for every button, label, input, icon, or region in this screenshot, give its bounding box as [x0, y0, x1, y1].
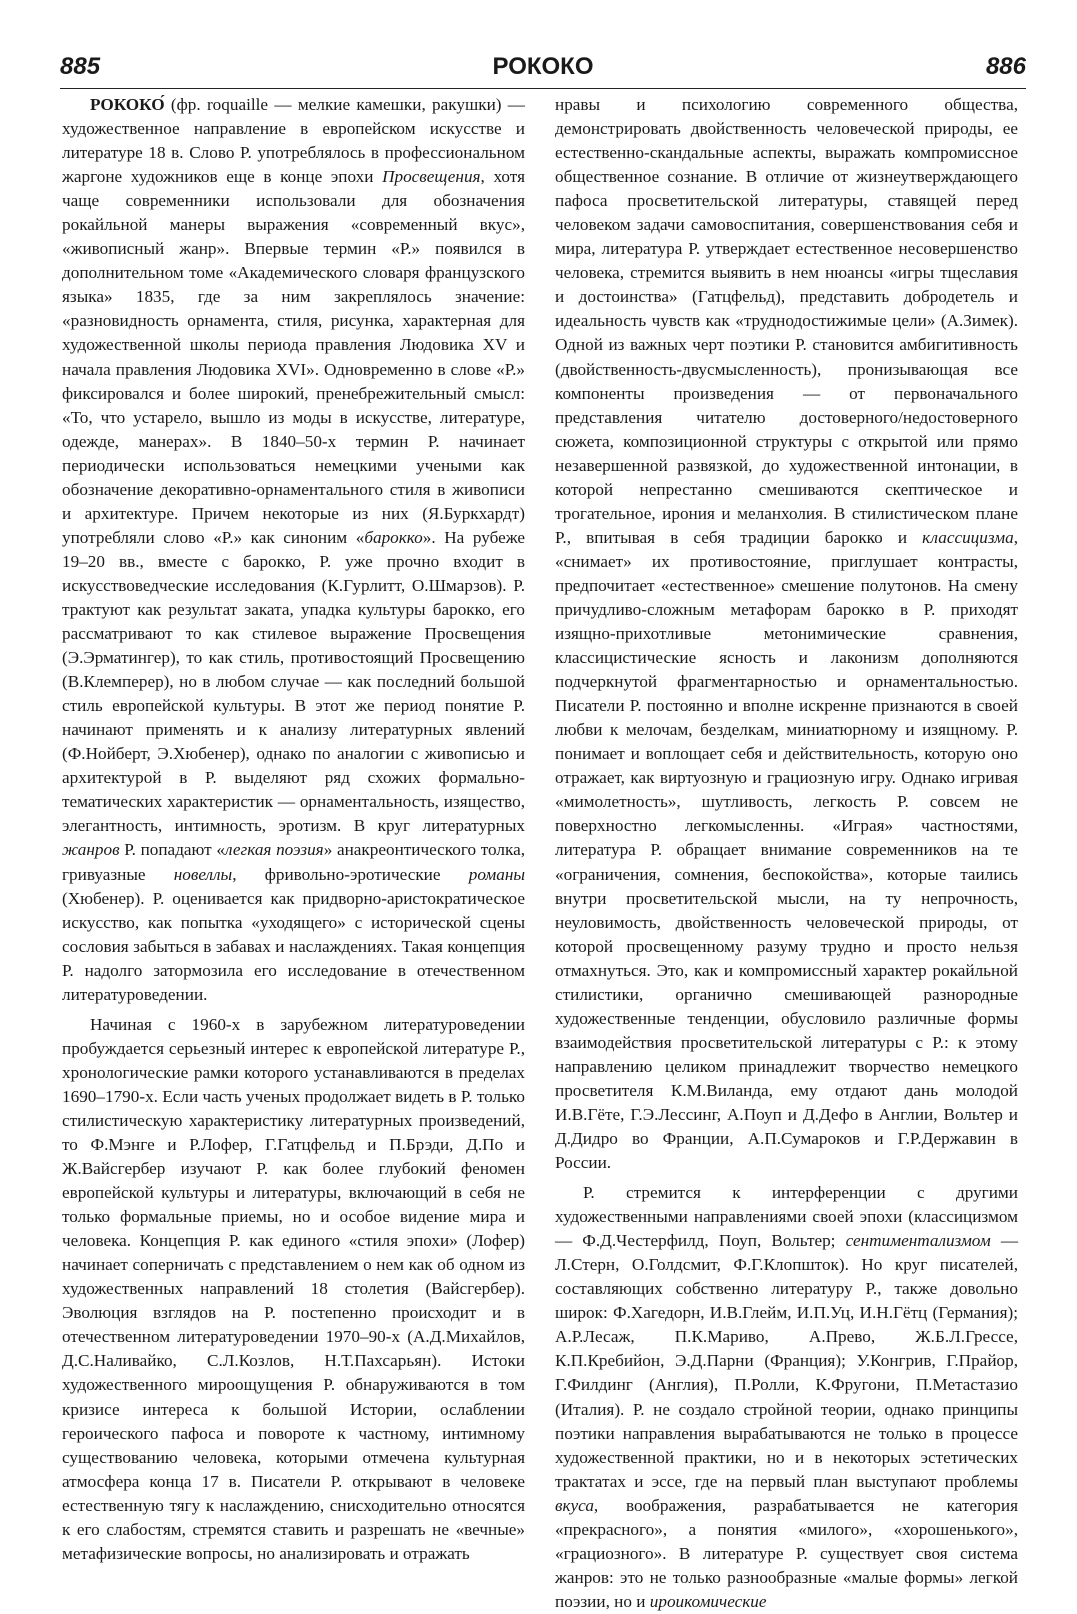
text-run: (фр. roquaille — мелкие камешки, ракушки) — художественное направление в европейском искусстве и литературе 18 в. Слово Р. употреблялось в профессиональном жаргоне художников еще в конце эпохи [62, 95, 525, 187]
text-run: Р. стремится к интерференции с другими художественными направлениями своей эпохи (классицизмом — Ф.Д.Честерфилд, Поуп, Вольтер; [555, 1183, 1018, 1251]
text-run: нравы и психологию современного общества, демонстрировать двойственность человеческой природы, ее естественно-скандальные аспекты, выражать компромиссное общественное сознание. В отличие от жизнеутверждающего пафоса просветительской литературы, ставящей перед человеком задачи самовоспитания, совершенствования себя и мира, литература Р. утверждает естественное несовершенство человека, стремится выявить в нем нюансы «игры тщеславия и достоинства» (Гатцфельд), представить добродетель и идеальность чувств как «труднодостижимые цели» (А.Зимек). Одной из важных черт поэтики Р. становится амбигитивность (двойственность-двусмысленность), пронизывающая все компоненты произведения — от первоначального представления читателю достоверного/недостоверного сюжета, композиционной структуры с открытой или прямо незавершенной развязкой, до художественной интонации, в которой непрестанно смешиваются скептическое и трогательное, ирония и меланхолия. В стилистическом плане Р., впитывая в себя традиции барокко и [555, 95, 1018, 547]
page-number-left: 885 [60, 53, 101, 80]
text-run: Р. попадают « [119, 840, 225, 860]
crossref-term: ироикомические [649, 1591, 767, 1611]
crossref-term: классицизма [922, 527, 1014, 547]
crossref-term: сентиментализмом [845, 1231, 991, 1251]
text-run: (Хюбенер). Р. оценивается как придворно-аристократическое искусство, как попытка «уходящего» с исторической сцены сословия забыться в забавах и наслаждениях. Такая концепция Р. надолго затормозила его исследование в отечественном литературоведении. [62, 888, 525, 1004]
text-run: , «снимает» их противостояние, приглушает контрасты, предпочитает «естественное» смешение полутонов. На смену причудливо-сложным метафорам барокко в Р. приходят изящно-прихотливые метонимические сравнения, классицистические ясность и лаконизм дополняются подчеркнутой фрагментарностью и орнаментальностью. Писатели Р. постоянно и вполне искренне признаются в своей любви к мелочам, безделкам, миниатюрному и изящному. Р. понимает и воплощает себя и действительность, которую оно отражает, как виртуозную и грациозную игру. Однако игривая «мимолетность», шутливость, легкость Р. совсем не поверхностно легкомысленны. «Играя» частностями, литература Р. обращает внимание современников на те «ограничения, сомнения, беспокойства», которые таились внутри просветительской мысли, на ту непрочность, неуловимость, двойственность человеческой природы, от которой просвещенному разуму трудно и просто нельзя отмахнуться. Это, как и компромиссный характер рокайльной стилистики, органично смешивающей разнородные художественные тенденции, обусловило различные формы взаимодействия просветительской литературы с Р.: к этому направлению целиком принадлежит творчество немецкого просветителя К.М.Виланда, ему отдают дань молодой И.В.Гёте, Г.Э.Лессинг, А.Поуп и Д.Дефо в Англии, Вольтер и Д.Дидро во Франции, А.П.Сумароков и Г.Р.Державин в России. [555, 527, 1018, 1173]
crossref-term: романы [468, 864, 525, 884]
paragraph: Начиная с 1960-х в зарубежном литературоведении пробуждается серьезный интерес к европейской литературе Р., хронологические рамки которого устанавливаются в пределах 1690–1790-х. Если часть ученых продолжает видеть в Р. только стилистическую характеристику литературных произведений, то Ф.Мэнге и Р.Лофер, Г.Гатцфельд и П.Брэди, Д.По и Ж.Вайсгербер изучают Р. как более глубокий феномен европейской культуры и литературы, включающий в себя не только формальные приемы, но и особое видение мира и человека. Концепция Р. как единого «стиля эпохи» (Лофер) начинает соперничать с представлением о нем как об одном из художественных направлений 18 столетия (Вайсгербер). Эволюция взглядов на Р. постепенно происходит и в отечественном литературоведении 1970–90-х (А.Д.Михайлов, Д.С.Наливайко, С.Л.Козлов, Н.Т.Пахсарьян). Истоки художественного мироощущения Р. обнаруживаются в том кризисе интереса к большой Истории, ослаблении героического пафоса и повороте к частному, интимному существованию человека, которыми отмечена культурная атмосфера конца 17 в. Писатели Р. открывают в человеке естественную тягу к наслаждению, снисходительно относятся к его слабостям, стремятся ставить и разрешать не «вечные» метафизические вопросы, но анализировать и отражать [62, 1014, 525, 1563]
text-run: , воображения, разрабатывается не категория «прекрасного», а понятия «милого», «хорошенького», «грациозного». В литературе Р. существует своя система жанров: это не только разнообразные «малые формы» легкой поэзии, но и [555, 1495, 1018, 1611]
page-number-right: 886 [985, 53, 1026, 80]
paragraph [62, 93, 525, 1007]
crossref-term: легкая поэзия [224, 840, 324, 860]
text-run: ». На рубеже 19–20 вв., вместе с барокко, Р. уже прочно входит в искусствоведческие исследования (К.Гурлитт, О.Шмарзов). Р. трактуют как результат заката, упадка культуры барокко, его рассматривают то как стилевое выражение Просвещения (Э.Эрматингер), то как стиль, противостоящий Просвещению (В.Клемперер), но в любом случае — как последний большой стиль европейской культуры. В этот же период понятие Р. начинают применять и к анализу литературных явлений (Ф.Нойберт, Э.Хюбенер), однако по аналогии с живописью и архитектурой в Р. выделяют ряд схожих формально-тематических характеристик — орнаментальность, изящество, элегантность, интимность, эротизм. В круг литературных [62, 527, 525, 836]
left-column [62, 93, 525, 1566]
crossref-term: жанров [62, 840, 120, 860]
crossref-term: вкуса [555, 1495, 594, 1515]
crossref-term: новеллы [173, 864, 233, 884]
header-rule [60, 88, 1026, 89]
text-run: — Л.Стерн, О.Голдсмит, Ф.Г.Клопшток). Но круг писателей, составляющих собственно литературу Р., также довольно широк: Ф.Хагедорн, И.В.Глейм, И.П.Уц, И.Н.Гётц (Германия); А.Р.Лесаж, П.К.Мариво, А.Прево, Ж.Б.Л.Грессе, К.П.Кребийон, Э.Д.Парни (Франция); У.Конгрив, Г.Прайор, Г.Филдинг (Англия), П.Ролли, К.Фругони, П.Метастазио (Италия). Р. не создало стройной теории, однако принципы поэтики направления вырабатываются не только в процессе художественной практики, но и в некоторых эстетических трактатах и эссе, где на первый план выступают проблемы [555, 1231, 1019, 1491]
paragraph [555, 93, 1018, 1175]
headword: РОКОКО́ [90, 95, 165, 114]
text-run: , хотя чаще современники использовали для обозначения рокайльной манеры выражения «современный вкус», «живописный жанр». Впервые термин «Р.» появился в дополнительном томе «Академического словаря французского языка» 1835, где за ним закреплялось значение: «разновидность орнамента, стиля, рисунка, характерная для художественной школы периода правления Людовика XV и начала правления Людовика XVI». Одновременно в слове «Р.» фиксировался и более широкий, пренебрежительный смысл: «То, что устарело, вышло из моды в искусстве, литературе, одежде, манерах». В 1840–50-х термин Р. начинает периодически использоваться немецкими учеными как обозначение декоративно-орнаментального стиля в живописи и архитектуре. Причем некоторые из них (Я.Буркхардт) употребляли слово «Р.» как синоним « [62, 167, 525, 547]
crossref-term: Просвещения [382, 167, 481, 187]
right-column [555, 93, 1018, 1614]
paragraph [555, 1181, 1018, 1614]
running-header [60, 52, 1026, 88]
crossref-term: барокко [364, 527, 423, 547]
text-run: , фривольно-эротические [232, 864, 469, 884]
running-title: РОКОКО [492, 53, 594, 80]
text-run: » анакреонтического толка, гривуазные [62, 840, 526, 884]
